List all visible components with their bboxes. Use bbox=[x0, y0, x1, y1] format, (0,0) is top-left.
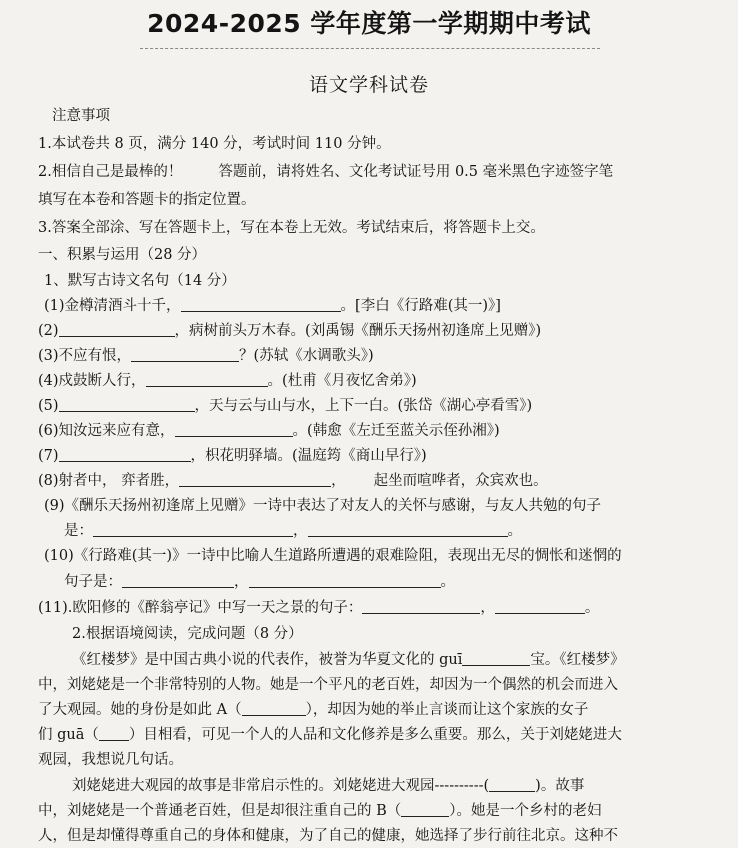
q1-11-text: (11).欧阳修的《醉翁亭记》中写一天之景的句子： bbox=[38, 600, 363, 616]
q1-4-blank[interactable] bbox=[146, 372, 268, 387]
q1-9-label: 是： bbox=[64, 523, 93, 539]
q1-1-source: 。[李白《行路难(其一)》] bbox=[340, 298, 501, 314]
notes-heading: 注意事项 bbox=[52, 108, 110, 124]
q1-4-source: 。(杜甫《月夜忆舍弟》) bbox=[267, 373, 417, 389]
passage-1-line-2: 中，刘姥姥是一个非常特别的人物。她是一个平凡的老百姓，却因为一个偶然的机会而进入 bbox=[38, 677, 618, 693]
passage-1-line-3-b: ），却因为她的举止言谈而让这个家族的女子 bbox=[305, 702, 589, 718]
question-2-heading: 2.根据语境阅读，完成问题（8 分） bbox=[72, 626, 303, 642]
question-1-5 bbox=[38, 396, 532, 416]
q1-3-source: ？(苏轼《水调歌头》) bbox=[239, 348, 374, 364]
question-1-heading: 1、默写古诗文名句（14 分） bbox=[44, 273, 236, 289]
pinyin-blank-gui[interactable] bbox=[462, 651, 530, 666]
q1-6-source: 。(韩愈《左迁至蓝关示侄孙湘》) bbox=[292, 423, 500, 439]
q1-3-text: (3)不应有恨， bbox=[38, 348, 132, 364]
passage-2-line-1-b: )。故事 bbox=[535, 778, 585, 794]
passage-1-text-a: 《红楼梦》是中国古典小说的代表作，被誉为华夏文化的 guī bbox=[72, 652, 463, 668]
passage-2-line-1 bbox=[72, 776, 584, 796]
question-1-7 bbox=[38, 446, 427, 466]
q1-11-period: 。 bbox=[584, 600, 600, 616]
passage-2-line-2 bbox=[38, 801, 602, 821]
blank-b[interactable] bbox=[401, 802, 449, 817]
question-1-10-answer bbox=[64, 572, 455, 592]
exam-title: 2024-2025 学年度第一学期期中考试 bbox=[147, 9, 591, 38]
q1-6-text: (6)知汝远来应有意， bbox=[38, 423, 175, 439]
passage-1-line-3 bbox=[38, 700, 588, 720]
q1-5-text: (5) bbox=[38, 398, 59, 414]
question-1-10: (10)《行路难(其一)》一诗中比喻人生道路所遭遇的艰难险阻，表现出无尽的惆怅和迷惘的 bbox=[44, 548, 622, 564]
passage-2-line-2-a: 中，刘姥姥是一个普通老百姓，但是却很注重自己的 B（ bbox=[38, 803, 402, 819]
passage-1-line-4-b: ）目相看，可见一个人的人品和文化修养是多么重要。那么，关于刘姥姥进大 bbox=[128, 727, 622, 743]
title-divider bbox=[140, 48, 600, 49]
note-2 bbox=[38, 162, 613, 182]
q1-10-period: 。 bbox=[440, 574, 455, 590]
q1-11-blank-1[interactable] bbox=[362, 599, 480, 614]
q1-11-blank-2[interactable] bbox=[495, 599, 585, 614]
q1-8-blank[interactable] bbox=[179, 472, 331, 487]
q1-10-label: 句子是： bbox=[64, 574, 122, 590]
note-2-part-b: 答题前，请将姓名、文化考试证号用 0.5 毫米黑色字迹签字笔 bbox=[218, 164, 614, 180]
question-1-1 bbox=[44, 296, 501, 316]
q1-6-blank[interactable] bbox=[175, 422, 293, 437]
passage-1-line-4-a: 们 guā（ bbox=[38, 727, 99, 743]
question-1-9: (9)《酬乐天扬州初逢席上见赠》一诗中表达了对友人的关怀与感谢，与友人共勉的句子 bbox=[44, 498, 602, 514]
blank-a[interactable] bbox=[242, 701, 306, 716]
q1-1-blank[interactable] bbox=[181, 297, 341, 312]
q1-9-comma: ， bbox=[293, 523, 308, 539]
passage-1-line-4 bbox=[38, 725, 622, 745]
paren-blank[interactable] bbox=[489, 777, 535, 792]
question-1-8 bbox=[38, 471, 548, 491]
q1-2-source: ，病树前头万木春。(刘禹锡《酬乐天扬州初逢席上见赠》) bbox=[174, 323, 542, 339]
passage-1-text-b: 宝。《红楼梦》 bbox=[530, 652, 625, 668]
passage-1-line-1 bbox=[72, 650, 625, 670]
q1-1-text: (1)金樽清酒斗十千， bbox=[44, 298, 181, 314]
q1-7-source: ，枳花明驿墙。(温庭筠《商山早行》) bbox=[190, 448, 427, 464]
q1-8-tail: 起坐而喧哗者，众宾欢也。 bbox=[373, 473, 548, 489]
q1-5-source: ，天与云与山与水，上下一白。(张岱《湖心亭看雪》) bbox=[194, 398, 533, 414]
q1-2-blank[interactable] bbox=[59, 322, 175, 337]
passage-2-line-2-b: ）。她是一个乡村的老妇 bbox=[449, 803, 602, 819]
q1-3-blank[interactable] bbox=[131, 347, 239, 362]
q1-7-blank[interactable] bbox=[59, 447, 191, 462]
note-3: 3.答案全部涂、写在答题卡上，写在本卷上无效。考试结束后，将答题卡上交。 bbox=[38, 220, 545, 236]
q1-8-text: (8)射者中， 弈者胜， bbox=[38, 473, 180, 489]
question-1-4 bbox=[38, 371, 417, 391]
q1-9-blank-2[interactable] bbox=[308, 522, 508, 537]
q1-2-text: (2) bbox=[38, 323, 59, 339]
note-2-part-a: 2.相信自己是最棒的！ bbox=[38, 164, 183, 180]
exam-subtitle: 语文学科试卷 bbox=[308, 74, 429, 96]
question-1-2 bbox=[38, 321, 541, 341]
passage-2-line-3: 人，但是却懂得尊重自己的身体和健康，为了自己的健康，她选择了步行前往北京。这种不 bbox=[38, 828, 618, 844]
section-1-heading: 一、积累与运用（28 分） bbox=[38, 247, 207, 263]
q1-8-comma: ， bbox=[331, 473, 346, 489]
q1-10-blank-2[interactable] bbox=[249, 573, 441, 588]
question-1-3 bbox=[38, 346, 374, 366]
q1-9-blank-1[interactable] bbox=[93, 522, 293, 537]
q1-10-blank-1[interactable] bbox=[122, 573, 234, 588]
question-1-6 bbox=[38, 421, 500, 441]
passage-1-line-5: 观园，我想说几句话。 bbox=[38, 752, 183, 768]
passage-2-line-1-a: 刘姥姥进大观园的故事是非常启示性的。刘姥姥进大观园----------( bbox=[72, 778, 490, 794]
passage-1-line-3-a: 了大观园。她的身份是如此 A（ bbox=[38, 702, 242, 718]
note-1: 1.本试卷共 8 页，满分 140 分，考试时间 110 分钟。 bbox=[38, 136, 391, 152]
question-1-9-answer bbox=[64, 521, 522, 541]
q1-11-comma: ， bbox=[480, 600, 495, 616]
pinyin-blank-gua[interactable] bbox=[99, 726, 129, 741]
q1-7-text: (7) bbox=[38, 448, 59, 464]
q1-9-period: 。 bbox=[507, 523, 522, 539]
q1-10-comma: ， bbox=[234, 574, 249, 590]
q1-5-blank[interactable] bbox=[59, 397, 195, 412]
note-2-continued: 填写在本卷和答题卡的指定位置。 bbox=[38, 192, 256, 208]
question-1-11 bbox=[38, 598, 599, 618]
q1-4-text: (4)戍鼓断人行， bbox=[38, 373, 146, 389]
